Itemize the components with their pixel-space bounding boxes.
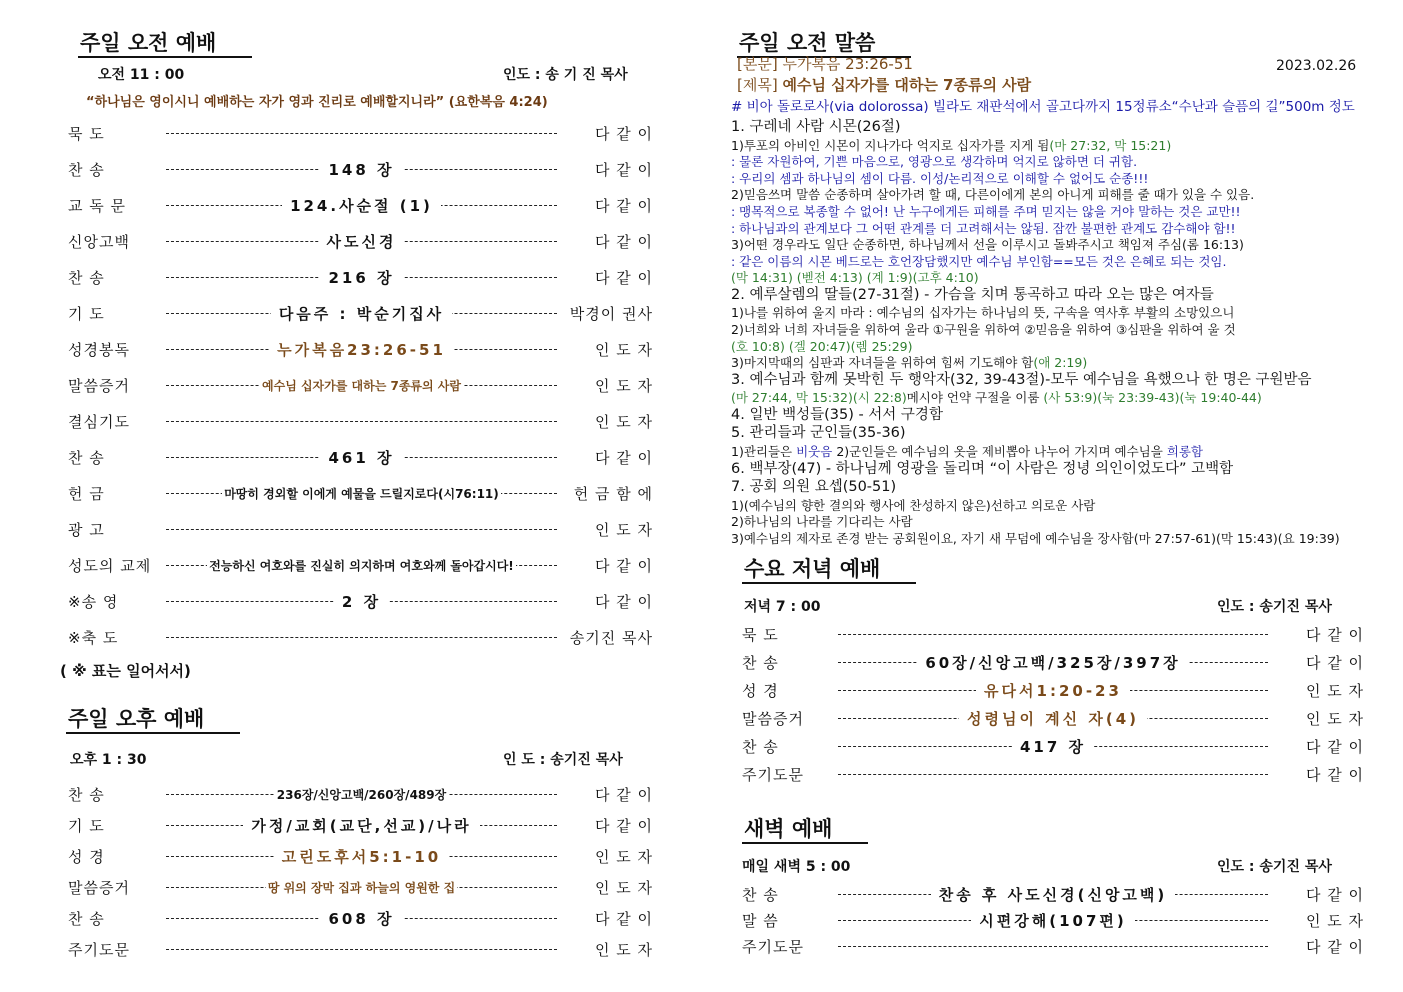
order-leader-line <box>166 783 557 805</box>
order-responder: 다 같 이 <box>594 124 653 143</box>
order-item: 땅 위의 장막 집과 하늘의 영원한 집 <box>267 880 456 895</box>
sermon-line-text: (호 10:8) (겔 20:47)(렘 25:29) <box>731 338 913 354</box>
order-leader-line <box>166 845 557 867</box>
order-item: 2 장 <box>334 591 389 612</box>
order-responder: 다 같 이 <box>594 232 653 251</box>
order-item: 시편강해(107편) <box>971 910 1134 931</box>
order-responder: 인 도 자 <box>1305 911 1364 930</box>
order-leader-line <box>166 554 557 576</box>
order-leader-line <box>838 735 1268 757</box>
wednesday-leader: 인도 : 송기진 목사 <box>1217 599 1332 615</box>
order-leader-line <box>166 266 557 288</box>
order-label: 주기도문 <box>68 940 130 959</box>
order-item: 461 장 <box>320 447 402 468</box>
order-responder: 인 도 자 <box>1305 681 1364 700</box>
sermon-line-text: 3)마지막때의 심판과 자녀들을 위하여 힘써 기도해야 함 <box>731 355 1034 371</box>
sermon-subject: 예수님 십자가를 대하는 7종류의 사람 <box>782 76 1032 94</box>
sermon-line-text: 메시야 언약 구절을 이룸 <box>906 390 1044 406</box>
order-responder: 인 도 자 <box>594 412 653 431</box>
order-row <box>68 876 653 898</box>
order-label: 주기도문 <box>742 765 804 784</box>
order-label: 찬 송 <box>742 737 779 756</box>
order-row <box>742 707 1364 729</box>
order-item: 216 장 <box>320 267 402 288</box>
order-label: 광 고 <box>68 520 105 539</box>
order-row <box>68 590 653 612</box>
order-leader-line <box>166 374 557 396</box>
order-row <box>68 266 653 288</box>
sermon-line-text: 2. 예루살렘의 딸들(27-31절) - 가슴을 치며 통곡하고 따라 오는 많은 여자들 <box>731 286 1214 303</box>
order-item: 고린도후서5:1-10 <box>274 846 449 867</box>
sermon-line-text: 3. 예수님과 함께 못박힌 두 행악자(32, 39-43절)-모두 예수님을 욕했으나 한 명은 구원받음 <box>731 371 1312 388</box>
order-leader-line <box>166 446 557 468</box>
order-row <box>68 374 653 396</box>
order-row <box>742 735 1364 757</box>
sermon-line-text: 1)관리들은 <box>731 443 797 459</box>
order-leader-line <box>166 876 557 898</box>
sermon-line <box>731 461 1233 477</box>
order-label: 성 경 <box>742 681 779 700</box>
order-item: 417 장 <box>1012 736 1094 757</box>
dawn-title: 새벽 예배 <box>742 816 868 844</box>
order-row <box>68 938 653 960</box>
order-responder: 다 같 이 <box>1305 653 1364 672</box>
sermon-title: 주일 오전 말씀 <box>737 30 911 58</box>
sermon-subject-label: [제목] <box>737 76 778 94</box>
sermon-line <box>731 254 1226 270</box>
order-label: ※송 영 <box>68 592 119 611</box>
afternoon-time: 오후 1 : 30 <box>70 752 147 768</box>
order-leader-line <box>166 518 557 540</box>
order-row <box>68 482 653 504</box>
sermon-line <box>731 270 979 286</box>
dawn-time: 매일 새벽 5 : 00 <box>742 859 851 875</box>
order-responder: 다 같 이 <box>594 556 653 575</box>
order-leader-line <box>166 302 557 324</box>
sermon-line <box>731 372 1312 388</box>
standing-note: ( ※ 표는 일어서서) <box>60 662 191 680</box>
order-label: 성경봉독 <box>68 340 130 359</box>
order-label: 묵 도 <box>68 124 105 143</box>
order-leader-line <box>166 590 557 612</box>
order-item: 124.사순절 (1) <box>282 195 441 216</box>
sermon-line <box>731 187 1254 203</box>
order-label: 말씀증거 <box>742 709 804 728</box>
sermon-line <box>731 425 906 441</box>
order-item: 유다서1:20-23 <box>976 680 1130 701</box>
sermon-line-text: 3)어떤 경우라도 일단 순종하면, 하나님께서 선을 이루시고 돌봐주시고 책임져 주심(롬 16:13) <box>731 237 1244 253</box>
sermon-intro: # 비아 돌로로사(via dolorossa) 빌라도 재판석에서 골고다까지 15정류소“수난과 슬픔의 길”500m 정도 <box>731 99 1355 115</box>
order-leader-line <box>838 883 1268 905</box>
order-item: 찬송 후 사도신경(신앙고백) <box>931 884 1176 905</box>
order-row <box>68 907 653 929</box>
sermon-line-text: : 맹목적으로 복종할 수 없어! 난 누구에게든 피해를 주며 믿지는 않을 거야 말하는 것은 교만!! <box>731 203 1241 219</box>
order-leader-line <box>838 623 1268 645</box>
order-item: 236장/신앙고백/260장/489장 <box>276 787 447 802</box>
morning-time: 오전 11 : 00 <box>98 67 185 83</box>
sermon-line-text: 4. 일반 백성들(35) - 서서 구경함 <box>731 406 943 423</box>
order-leader-line <box>838 651 1268 673</box>
order-label: 말씀증거 <box>68 878 130 897</box>
dawn-leader: 인도 : 송기진 목사 <box>1217 859 1332 875</box>
order-leader-line <box>838 935 1268 957</box>
sermon-line-text: 1. 구레네 사람 시몬(26절) <box>731 119 901 135</box>
order-item: 누가복음23:26-51 <box>269 339 454 360</box>
order-responder: 다 같 이 <box>594 268 653 287</box>
sermon-line <box>731 339 913 355</box>
order-leader-line <box>166 158 557 180</box>
scripture-reference: (사 53:9)(눅 23:39-43)(눅 19:40-44) <box>1043 390 1262 406</box>
order-label: 찬 송 <box>68 785 105 804</box>
sermon-line-text: (마 27:44, 막 15:32)(시 22:8) <box>731 390 907 406</box>
order-row <box>742 763 1364 785</box>
order-item: 사도신경 <box>319 231 405 252</box>
order-label: 신앙고백 <box>68 232 130 251</box>
order-label: ※축 도 <box>68 628 119 647</box>
order-row <box>68 814 653 836</box>
order-leader-line <box>166 938 557 960</box>
sermon-line <box>731 514 913 530</box>
order-row <box>742 883 1364 905</box>
order-item: 마땅히 경외할 이에게 예물을 드릴지로다(시76:11) <box>224 486 499 501</box>
sermon-line-text: 7. 공회 의원 요셉(50-51) <box>731 479 897 495</box>
order-leader-line <box>166 122 557 144</box>
order-row <box>68 845 653 867</box>
order-responder: 헌 금 함 에 <box>573 484 653 503</box>
order-label: 주기도문 <box>742 937 804 956</box>
order-label: 찬 송 <box>742 885 779 904</box>
order-item: 60장/신앙고백/325장/397장 <box>917 652 1188 673</box>
sermon-line <box>731 444 1203 460</box>
order-row <box>742 935 1364 957</box>
sermon-line <box>731 531 1340 547</box>
order-row <box>68 446 653 468</box>
order-responder: 다 같 이 <box>594 592 653 611</box>
sermon-line <box>731 138 1171 154</box>
order-row <box>742 651 1364 673</box>
sermon-line <box>731 322 1236 338</box>
order-label: 찬 송 <box>742 653 779 672</box>
sermon-line-text: (막 14:31) (벧전 4:13) (계 1:9)(고후 4:10) <box>731 270 979 286</box>
order-label: 찬 송 <box>68 160 105 179</box>
order-responder: 다 같 이 <box>1305 625 1364 644</box>
order-item: 전능하신 여호와를 진실히 의지하며 여호와께 돌아갑시다! <box>209 558 514 573</box>
sermon-line-text: 1)투포의 아비인 시몬이 지나가다 억지로 십자가를 지게 됨 <box>731 137 1050 153</box>
order-row <box>68 338 653 360</box>
order-responder: 인 도 자 <box>594 847 653 866</box>
order-label: 찬 송 <box>68 268 105 287</box>
order-label: 성 경 <box>68 847 105 866</box>
sermon-line <box>731 204 1241 220</box>
order-item: 다음주 : 박순기집사 <box>271 303 452 324</box>
sermon-line <box>731 171 1148 187</box>
order-responder: 인 도 자 <box>594 878 653 897</box>
order-row <box>68 230 653 252</box>
order-responder: 다 같 이 <box>1305 737 1364 756</box>
order-responder: 다 같 이 <box>594 448 653 467</box>
order-responder: 다 같 이 <box>594 816 653 835</box>
sermon-line-text: 6. 백부장(47) - 하나님께 영광을 돌리며 “이 사람은 정녕 의인이었도다” 고백함 <box>731 460 1234 477</box>
order-responder: 다 같 이 <box>594 196 653 215</box>
order-leader-line <box>166 338 557 360</box>
order-responder: 다 같 이 <box>594 160 653 179</box>
order-label: 교 독 문 <box>68 196 127 215</box>
sermon-line <box>731 479 896 495</box>
order-label: 결심기도 <box>68 412 130 431</box>
order-leader-line <box>838 707 1268 729</box>
sermon-line-text: 2)군인들은 예수님의 옷을 제비뽑아 나누어 가지며 예수님을 <box>832 443 1167 459</box>
sermon-line-text: 1)나를 위하여 울지 마라 : 예수님의 십자가는 하나님의 뜻, 구속을 역사후 부활의 소망있으니 <box>731 305 1235 321</box>
order-row <box>68 518 653 540</box>
order-label: 묵 도 <box>742 625 779 644</box>
sermon-line-text: 1)(예수님의 향한 결의와 행사에 찬성하지 않은)선하고 의로운 사람 <box>731 497 1096 513</box>
sermon-highlight: 비웃음 <box>796 443 833 459</box>
order-leader-line <box>166 410 557 432</box>
order-responder: 인 도 자 <box>594 940 653 959</box>
order-label: 찬 송 <box>68 448 105 467</box>
order-label: 찬 송 <box>68 909 105 928</box>
order-item: 148 장 <box>320 159 402 180</box>
sermon-line <box>731 237 1244 253</box>
order-leader-line <box>166 230 557 252</box>
sermon-line <box>731 498 1095 514</box>
order-row <box>742 623 1364 645</box>
order-responder: 다 같 이 <box>1305 765 1364 784</box>
sermon-line <box>731 154 1137 170</box>
order-item: 가정/교회(교단,선교)/나라 <box>243 815 479 836</box>
order-row <box>68 626 653 648</box>
order-label: 말씀증거 <box>68 376 130 395</box>
order-responder: 박경이 권사 <box>569 304 653 323</box>
sermon-line <box>731 221 1236 237</box>
morning-title: 주일 오전 예배 <box>78 30 252 58</box>
order-leader-line <box>838 909 1268 931</box>
order-leader-line <box>166 626 557 648</box>
sermon-line <box>731 407 943 423</box>
sermon-line <box>731 390 1262 406</box>
order-row <box>68 158 653 180</box>
order-leader-line <box>838 763 1268 785</box>
order-row <box>68 122 653 144</box>
sermon-line-text: : 물론 자원하여, 기쁜 마음으로, 영광으로 생각하며 억지로 않하면 더 귀함. <box>731 154 1138 170</box>
sermon-text: [본문] 누가복음 23:26-51 <box>737 55 913 73</box>
order-label: 말 씀 <box>742 911 779 930</box>
wednesday-time: 저녁 7 : 00 <box>744 599 821 615</box>
order-responder: 인 도 자 <box>594 376 653 395</box>
wednesday-title: 수요 저녁 예배 <box>742 556 916 584</box>
order-item: 608 장 <box>320 908 402 929</box>
sermon-line-text: 5. 관리들과 군인들(35-36) <box>731 425 906 442</box>
sermon-line <box>731 355 1087 371</box>
afternoon-leader: 인 도 : 송기진 목사 <box>503 752 623 768</box>
morning-leader: 인도 : 송 기 진 목사 <box>503 67 628 83</box>
order-label: 기 도 <box>68 816 105 835</box>
scripture-reference: (마 27:32, 막 15:21) <box>1049 137 1172 153</box>
order-label: 기 도 <box>68 304 105 323</box>
order-responder: 다 같 이 <box>1305 885 1364 904</box>
order-responder: 송기진 목사 <box>569 628 653 647</box>
order-row <box>68 194 653 216</box>
sermon-line-text: : 하나님과의 관계보다 그 어떤 관계를 더 고려해서는 않됨. 잠깐 불편한 관계도 감수해야 함!! <box>731 220 1236 236</box>
sermon-subject-row <box>737 77 1031 93</box>
order-row <box>68 783 653 805</box>
order-item: 예수님 십자가를 대하는 7종류의 사람 <box>262 378 461 393</box>
scripture-reference: (애 2:19) <box>1033 355 1088 371</box>
order-responder: 인 도 자 <box>1305 709 1364 728</box>
sermon-line-text: 2)너희와 너희 자녀들을 위하여 울라 ①구원을 위하여 ②믿음을 위하여 ③심판을 위하여 울 것 <box>731 322 1236 337</box>
sermon-line <box>731 305 1234 321</box>
sermon-highlight: 희롱함 <box>1166 443 1203 459</box>
sermon-line-text: 2)하나님의 나라를 기다리는 사람 <box>731 514 913 530</box>
sermon-line <box>731 287 1214 303</box>
sermon-line <box>731 119 900 135</box>
order-label: 성도의 교제 <box>68 556 152 575</box>
order-responder: 인 도 자 <box>594 340 653 359</box>
order-responder: 다 같 이 <box>594 909 653 928</box>
order-item: 성령님이 계신 자(4) <box>959 708 1147 729</box>
order-responder: 인 도 자 <box>594 520 653 539</box>
order-row <box>742 679 1364 701</box>
order-row <box>68 302 653 324</box>
order-leader-line <box>166 907 557 929</box>
order-row <box>68 410 653 432</box>
sermon-line-text: : 같은 이름의 시몬 베드로는 호언장담했지만 예수님 부인함==모든 것은 은혜로 되는 것임. <box>731 253 1227 269</box>
order-row <box>742 909 1364 931</box>
sermon-line-text: : 우리의 셈과 하나님의 셈이 다름. 이성/논리적으로 이해할 수 없어도 순종!!! <box>731 170 1149 186</box>
order-row <box>68 554 653 576</box>
order-leader-line <box>166 482 557 504</box>
afternoon-title: 주일 오후 예배 <box>66 706 240 734</box>
order-label: 헌 금 <box>68 484 105 503</box>
order-responder: 다 같 이 <box>1305 937 1364 956</box>
order-leader-line <box>838 679 1268 701</box>
order-leader-line <box>166 194 557 216</box>
order-leader-line <box>166 814 557 836</box>
order-responder: 다 같 이 <box>594 785 653 804</box>
sermon-date: 2023.02.26 <box>1276 58 1357 74</box>
sermon-line-text: 3)예수님의 제자로 존경 받는 공회원이요, 자기 새 무덤에 예수님을 장사함(마 27:57-61)(막 15:43)(요 19:39) <box>731 530 1340 546</box>
sermon-line-text: 2)믿음쓰며 말씀 순종하며 살아가려 할 때, 다른이에게 본의 아니게 피해를 줄 때가 있을 수 있음. <box>731 187 1255 203</box>
morning-verse: “하나님은 영이시니 예배하는 자가 영과 진리로 예배할지니라” (요한복음 4:24) <box>86 95 548 110</box>
